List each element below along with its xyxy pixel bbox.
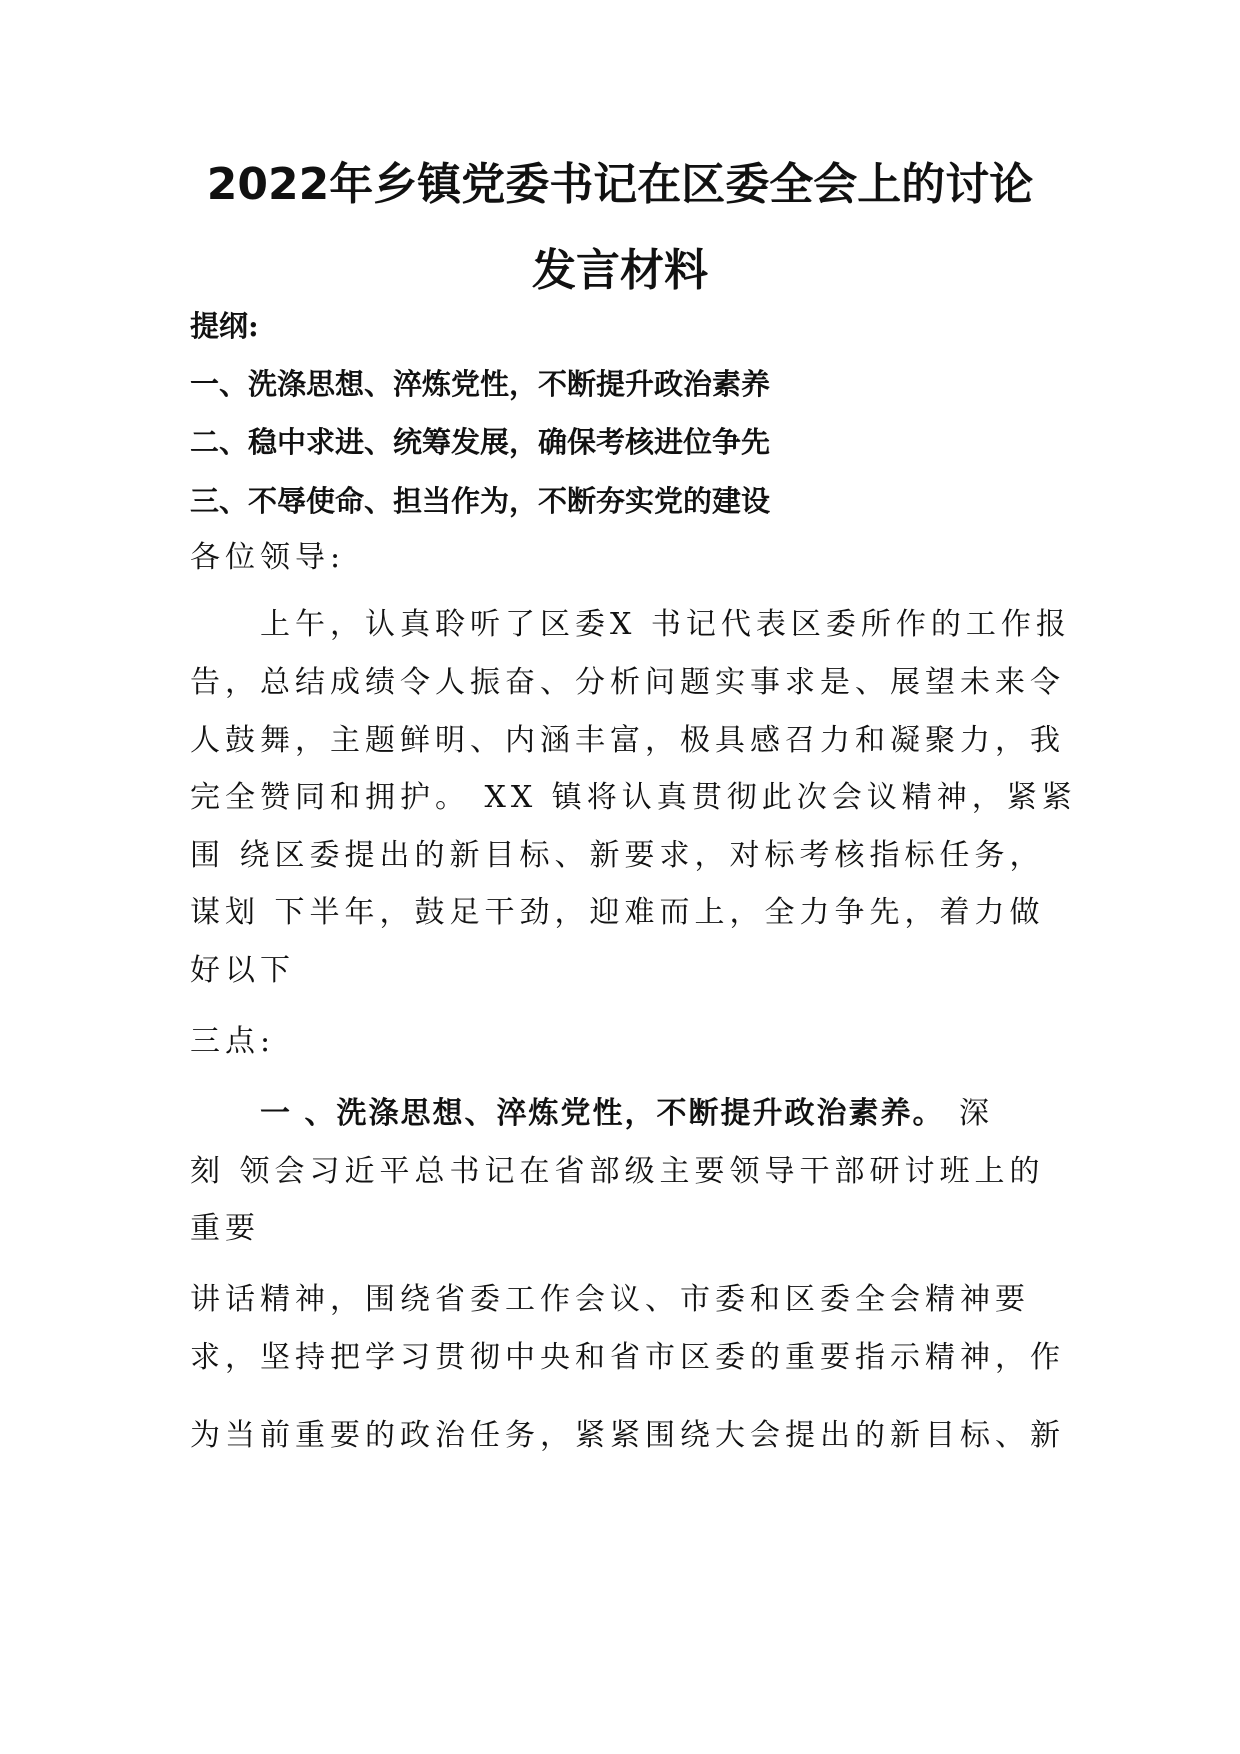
paragraph-line: 求，坚持把学习贯彻中央和省市区委的重要指示精神，作 <box>190 1340 1065 1375</box>
outline-item-3: 三、不辱使命、担当作为，不断夯实党的建设 <box>190 484 771 518</box>
document-title-line-1: 2022年乡镇党委书记在区委全会上的讨论 <box>206 159 1034 210</box>
paragraph-line: 刻 领会习近平总书记在省部级主要领导干部研讨班上的 <box>190 1154 1045 1189</box>
paragraph-line: 谋划 下半年，鼓足干劲，迎难而上，全力争先，着力做 <box>190 895 1045 930</box>
section-1-heading-line <box>190 1094 994 1134</box>
paragraph-line <box>190 605 1071 645</box>
paragraph-line: 讲话精神，围绕省委工作会议、市委和区委全会精神要 <box>190 1282 1030 1317</box>
section-1-heading-tail: 深 <box>944 1096 994 1131</box>
document-title-line-2: 发言材料 <box>532 245 708 296</box>
salutation: 各位领导: <box>190 540 346 575</box>
paragraph-text: 上午，认真聆听了区委X 书记代表区委所作的工作报 <box>260 607 1071 642</box>
paragraph-line: 告，总结成绩令人振奋、分析问题实事求是、展望未来令 <box>190 665 1065 700</box>
paragraph-line: 人鼓舞，主题鲜明、内涵丰富，极具感召力和凝聚力，我 <box>190 723 1065 758</box>
paragraph-line: 完全赞同和拥护。 XX 镇将认真贯彻此次会议精神，紧紧 <box>190 780 1077 815</box>
three-points-label: 三点: <box>190 1024 276 1059</box>
section-1-heading: 一 、洗涤思想、淬炼党性，不断提升政治素养。 <box>260 1096 945 1131</box>
outline-item-2: 二、稳中求进、统筹发展，确保考核进位争先 <box>190 425 771 459</box>
paragraph-line: 重要 <box>190 1211 260 1246</box>
outline-label: 提纲: <box>190 309 259 343</box>
paragraph-line: 为当前重要的政治任务，紧紧围绕大会提出的新目标、新 <box>190 1418 1065 1453</box>
paragraph-line: 好以下 <box>190 953 295 988</box>
outline-item-1: 一、洗涤思想、淬炼党性，不断提升政治素养 <box>190 367 771 401</box>
paragraph-line: 围 绕区委提出的新目标、新要求，对标考核指标任务， <box>190 838 1045 873</box>
